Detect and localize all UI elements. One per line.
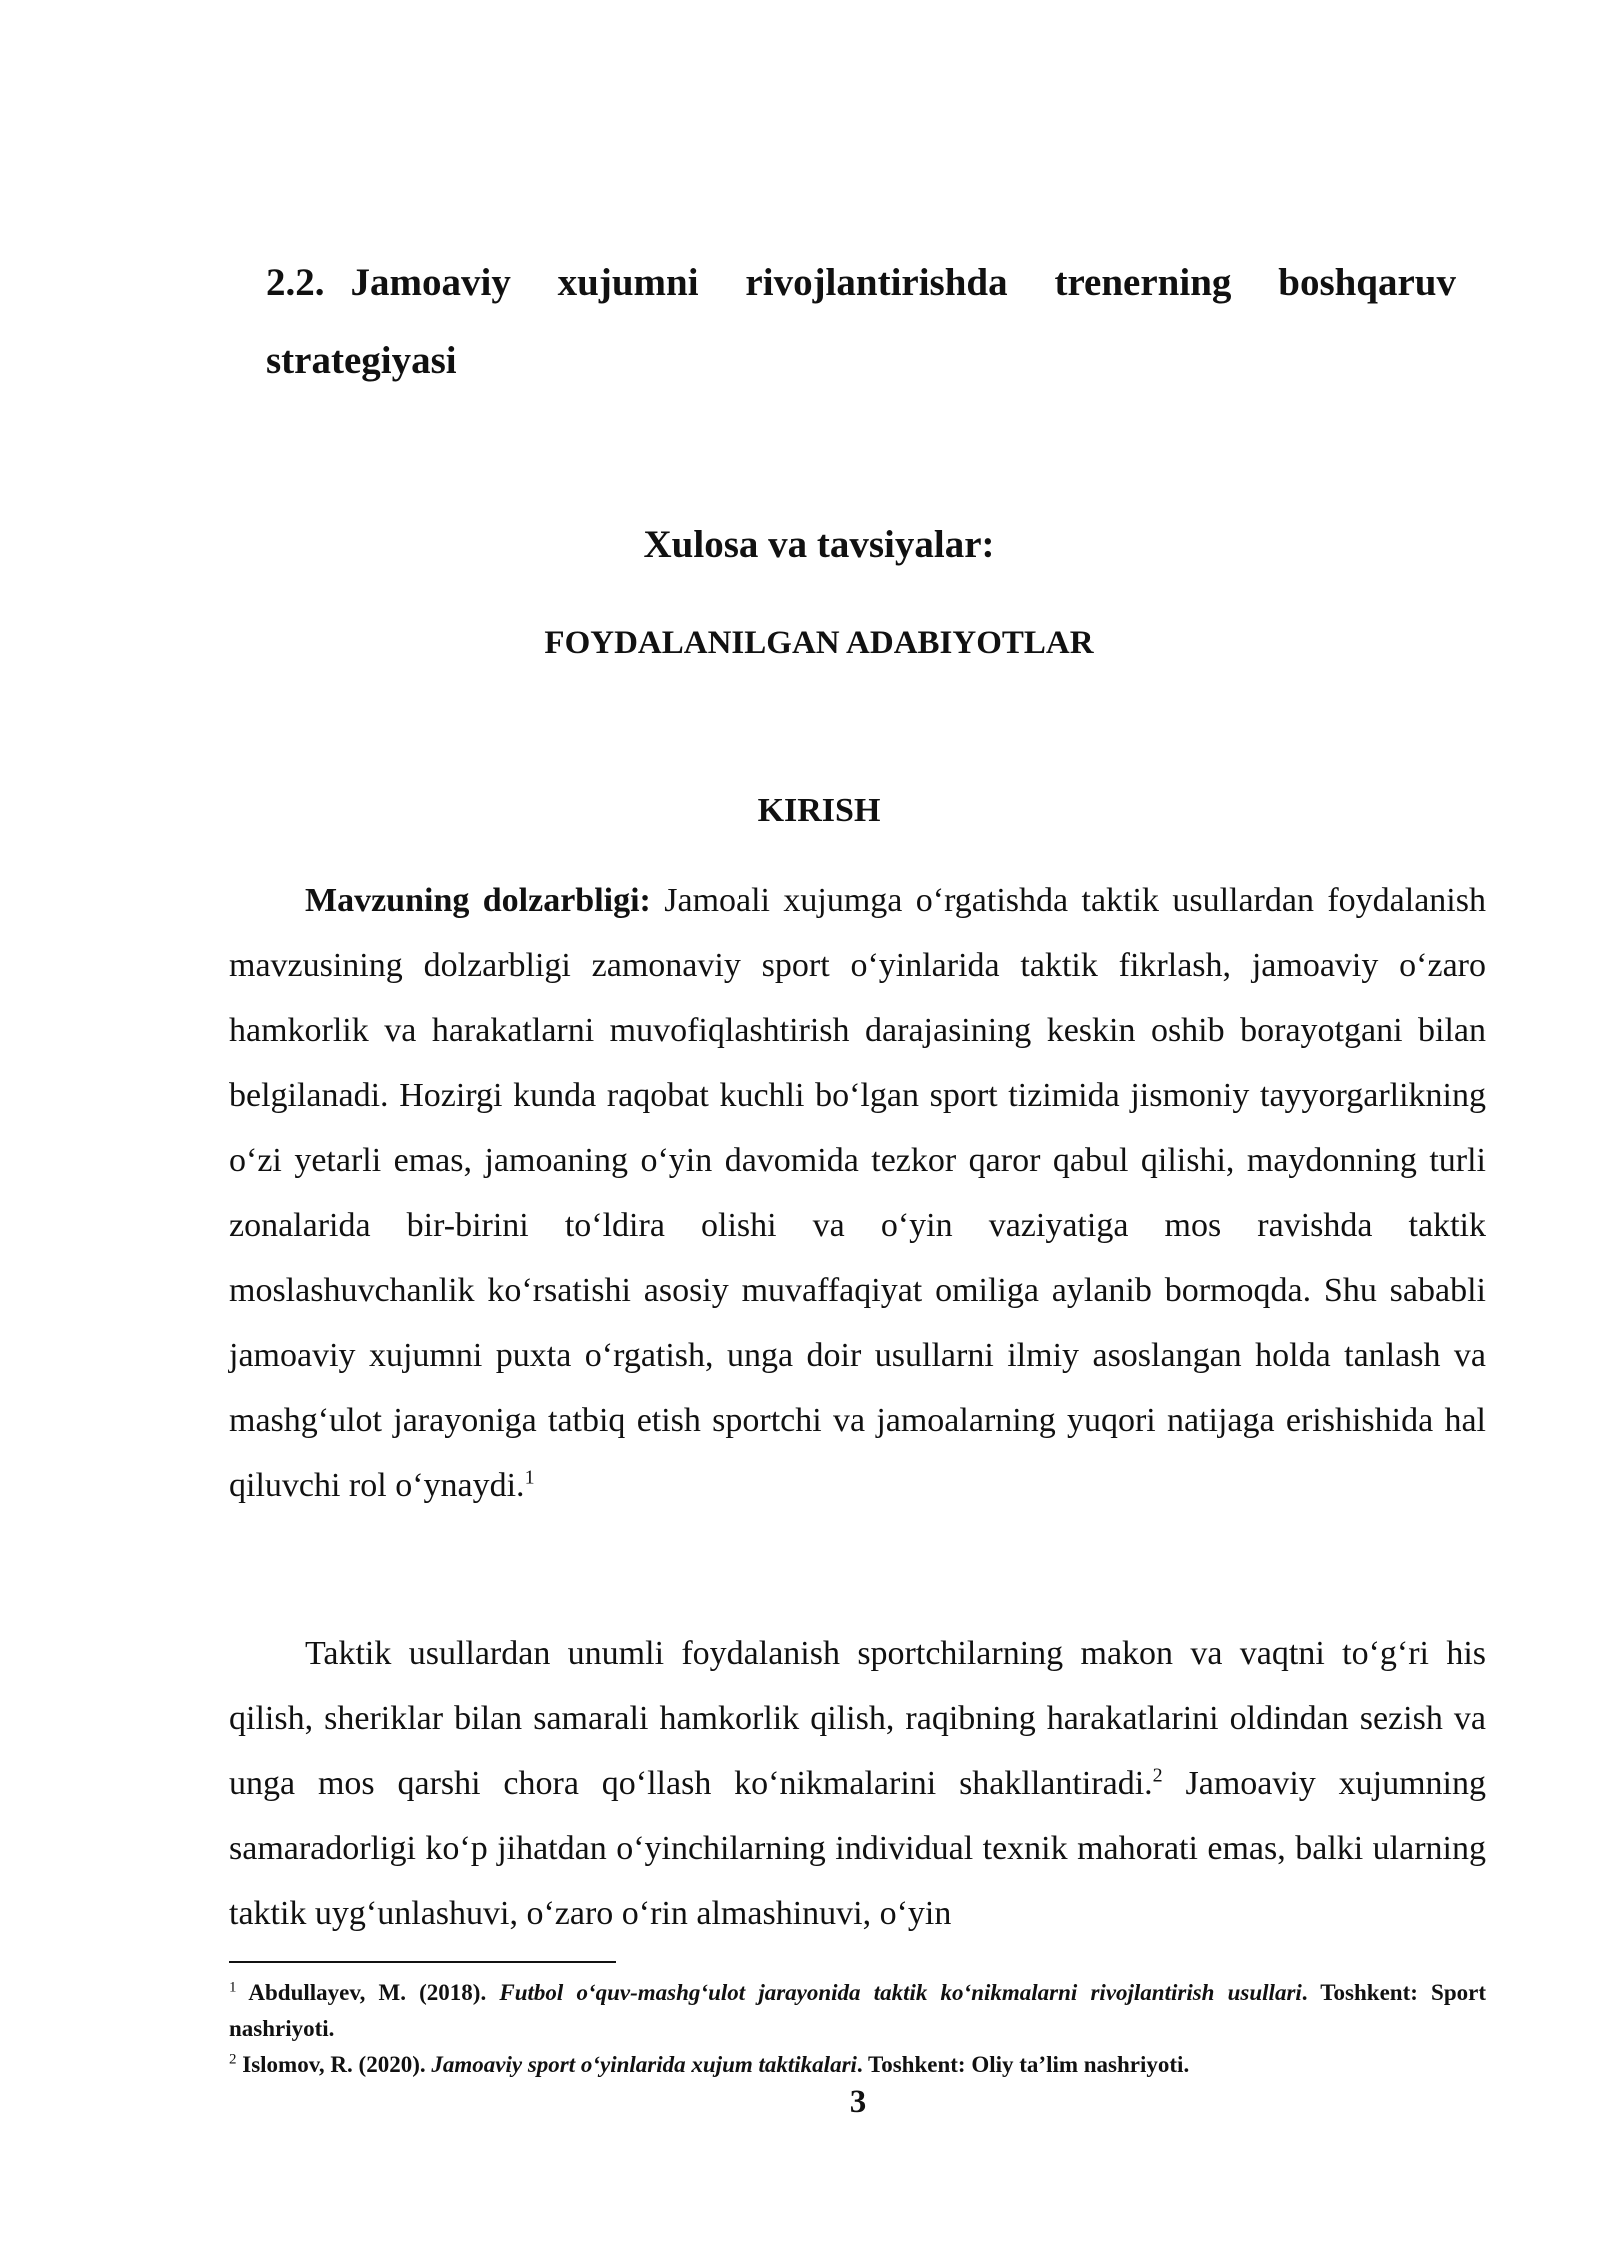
section-heading	[266, 244, 1456, 400]
footnote-reference[interactable]: 2	[1152, 1764, 1163, 1787]
footnote-title: Futbol o‘quv-mashg‘ulot jarayonida taktik ko‘nikmalarni rivojlantirish usullari	[499, 1980, 1302, 2005]
footnote	[229, 1975, 1486, 2047]
references-heading: FOYDALANILGAN ADABIYOTLAR	[544, 625, 1094, 661]
paragraph-text: Jamoali xujumga o‘rgatishda taktik usullardan foydalanish mavzusining dolzarbligi zamonaviy sport o‘yinlarida taktik fikrlash, jamoaviy o‘zaro hamkorlik va harakatlarni muvofiqlashtirish darajasining keskin oshib borayotgani bilan belgilanadi. Hozirgi kunda raqobat kuchli bo‘lgan sport tizimida jismoniy tayyorgarlikning o‘zi yetarli emas, jamoaning o‘yin davomida tezkor qaror qabul qilishi, maydonning turli zonalarida bir-birini to‘ldira olishi va o‘yin vaziyatiga mos ravishda taktik moslashuvchanlik ko‘rsatishi asosiy muvaffaqiyat omiliga aylanib bormoqda. Shu sababli jamoaviy xujumni puxta o‘rgatish, unga doir usullarni ilmiy asoslangan holda tanlash va mashg‘ulot jarayoniga tatbiq etish sportchi va jamoalarning yuqori natijaga erishishida hal qiluvchi rol o‘ynaydi.	[229, 882, 1486, 1504]
footnote-reference[interactable]: 1	[524, 1466, 535, 1489]
section-title: Jamoaviy xujumni rivojlantirishda trenerning boshqaruv strategiyasi	[266, 261, 1456, 382]
footnote-publisher: . Toshkent: Sport nashriyoti.	[229, 1980, 1486, 2041]
conclusion-heading: Xulosa va tavsiyalar:	[643, 523, 995, 566]
section-number: 2.2.	[266, 261, 325, 304]
paragraph-text: Taktik usullardan unumli foydalanish sportchilarning makon va vaqtni to‘g‘ri his qilish, sheriklar bilan samarali hamkorlik qilish, raqibning harakatlarini oldindan sezish va unga mos qarshi chora qo‘llash ko‘nikmalarini shakllantiradi.	[229, 1635, 1486, 1802]
footnote-separator	[229, 1961, 616, 1963]
footnote-publisher: . Toshkent: Oliy ta’lim nashriyoti.	[856, 2052, 1190, 2077]
footnotes	[229, 1975, 1486, 2083]
footnote-author: Abdullayev, M. (2018).	[236, 1980, 500, 2005]
footnote-author: Islomov, R. (2020).	[236, 2052, 432, 2077]
footnote	[229, 2047, 1486, 2083]
footnote-marker: 2	[229, 2051, 237, 2068]
footnote-title: Jamoaviy sport o‘yinlarida xujum taktikalari	[431, 2052, 857, 2077]
paragraph-text: Jamoaviy xujumning samaradorligi ko‘p jihatdan o‘yinchilarning individual texnik mahorati emas, balki ularning taktik uyg‘unlashuvi, o‘zaro o‘rin almashinuvi, o‘yin	[229, 1765, 1486, 1932]
paragraph-lead: Mavzuning dolzarbligi:	[305, 882, 651, 919]
page-number: 3	[849, 2084, 867, 2120]
body-paragraph	[229, 1621, 1486, 1946]
introduction-heading: KIRISH	[757, 792, 881, 829]
footnote-marker: 1	[229, 1979, 237, 1996]
body-paragraph	[229, 868, 1486, 1518]
